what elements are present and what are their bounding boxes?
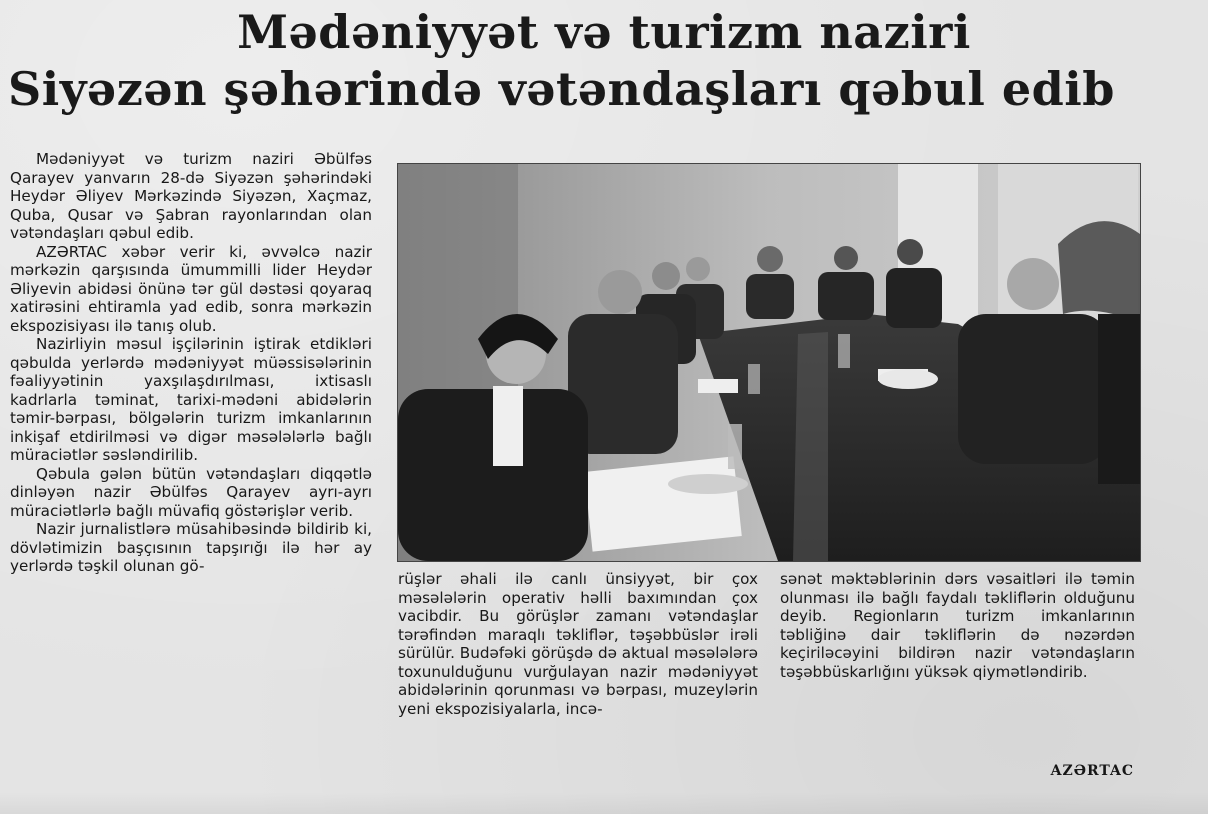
paragraph: Mədəniyyət və turizm naziri Əbülfəs Qarayev yanvarın 28-də Siyəzən şəhərindəki Heydər Əliyev Mərkəzində Siyəzən, Xaçmaz, Quba, Qusar və Şabran rayonlarından olan vətəndaşları qəbul edib.	[10, 150, 372, 242]
meeting-photo	[397, 163, 1141, 562]
article-column-2	[398, 570, 758, 718]
headline-line-1: Mədəniyyət və turizm naziri	[237, 5, 971, 59]
paragraph: AZƏRTAC xəbər verir ki, əvvəlcə nazir mərkəzin qarşısında ümummilli lider Heydər Əliyevin abidəsi önünə tər gül dəstəsi qoyaraq xatirəsini ehtiramla yad edib, sonra mərkəzin ekspozisiyası ilə tanış olub.	[10, 242, 372, 335]
paragraph: Nazirliyin məsul işçilərinin iştirak etdikləri qəbulda yerlərdə mədəniyyət müəssisələrinin fəaliyyətinin yaxşılaşdırılması, ixtisaslı kadrlarla təminat, tarixi-mədəni abidələrin təmir-bərpası, bölgələrin turizm imkanlarının inkişaf etdirilməsi və digər məsələlərlə bağlı müraciətlər səsləndirilib.	[10, 335, 372, 464]
article-column-3	[780, 570, 1135, 681]
paragraph: Nazir jurnalistlərə müsahibəsində bildirib ki, dövlətimizin başçısının tapşırığı ilə hər ay yerlərdə təşkil olunan gö-	[10, 520, 372, 575]
paragraph: sənət məktəblərinin dərs vəsaitləri ilə təmin olunması ilə bağlı faydalı təkliflərin olduğunu deyib. Regionların turizm imkanlarının təbliğinə dair təkliflərin də nəzərdən keçiriləcəyini bildirən nazir vətəndaşların təşəbbüskarlığını yüksək qiymətləndirib.	[780, 570, 1135, 681]
headline	[0, 4, 1208, 118]
paragraph: Qəbula gələn bütün vətəndaşları diqqətlə dinləyən nazir Əbülfəs Qarayev ayrı-ayrı müraciətlərlə bağlı müvafiq göstərişlər verib.	[10, 464, 372, 520]
paragraph: rüşlər əhali ilə canlı ünsiyyət, bir çox məsələlərin operativ həlli baxımından çox vacibdir. Bu görüşlər zamanı vətəndaşlar tərəfindən maraqlı təkliflər, təşəbbüslər irəli sürülür. Budəfəki görüşdə də aktual məsələlərə toxunulduğunu vurğulayan nazir mədəniyyət abidələrinin qorunması və bərpası, muzeylərin yeni ekspozisiyalarla, incə-	[398, 570, 758, 718]
headline-line-2: Siyəzən şəhərində vətəndaşları qəbul edib	[8, 62, 1115, 116]
source-credit: AZƏRTAC	[1050, 763, 1134, 779]
meeting-photo-image	[398, 164, 1140, 561]
page-edge-shadow	[0, 792, 1208, 814]
article-column-1	[10, 150, 372, 576]
